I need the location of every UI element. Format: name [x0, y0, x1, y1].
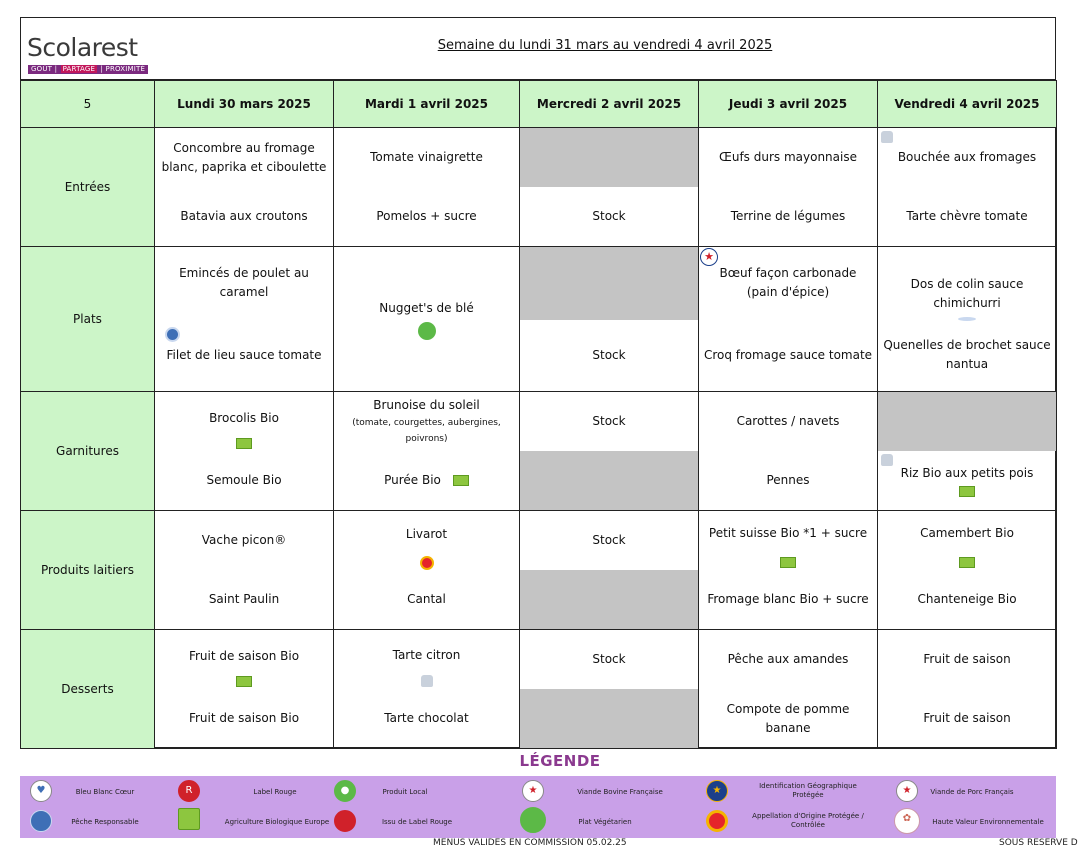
aop-icon [420, 556, 434, 570]
menu-item-wrap [699, 511, 877, 570]
logo-wordmark: Scolarest [27, 33, 138, 62]
cell-plats-monday [155, 247, 334, 392]
cell-entrees-wednesday [520, 128, 699, 247]
validation-note: MENUS VALIDES EN COMMISSION 05.02.25 [433, 838, 627, 848]
legend-label: Viande Bovine Française [577, 788, 663, 796]
peche-responsable-icon [30, 810, 52, 832]
hve-icon: ✿ [894, 808, 920, 834]
menu-item: Emincés de poulet au caramel [179, 266, 309, 299]
legend-label: Pêche Responsable [71, 818, 139, 826]
category-entrees: Entrées [21, 128, 155, 247]
menu-item: Terrine de légumes [730, 209, 846, 223]
menu-item: Semoule Bio [206, 473, 282, 487]
cell-entrees-friday [878, 128, 1057, 247]
agriculture-bio-icon [780, 557, 796, 568]
row-desserts [21, 630, 1057, 749]
menu-item: Pêche aux amandes [727, 652, 849, 666]
agriculture-bio-icon [959, 557, 975, 568]
peche-responsable-icon [958, 317, 976, 321]
menu-table [20, 80, 1057, 749]
menu-item: Compote de pomme banane [726, 701, 850, 735]
menu-item-wrap [878, 247, 1056, 319]
row-laitiers [21, 511, 1057, 630]
menu-item-wrap [334, 392, 519, 451]
menu-item: Pennes [766, 473, 810, 487]
empty-slot [878, 392, 1056, 451]
menu-item: Stock [592, 414, 626, 428]
menu-item-wrap [155, 630, 333, 689]
menu-item: Bœuf façon carbonade (pain d'épice) [719, 266, 857, 299]
day-header-monday: Lundi 30 mars 2025 [155, 81, 334, 128]
day-header-wednesday: Mercredi 2 avril 2025 [520, 81, 699, 128]
peche-responsable-icon [165, 327, 180, 342]
menu-item: Batavia aux croutons [180, 209, 308, 223]
agriculture-bio-icon [959, 486, 975, 497]
menu-item: Stock [592, 533, 626, 547]
legend-label: Haute Valeur Environnementale [932, 818, 1044, 826]
menu-item: Dos de colin sauce chimichurri [910, 277, 1024, 310]
local-product-pin-icon: ● [334, 780, 356, 802]
bleu-blanc-coeur-icon: ♥ [30, 780, 52, 802]
menu-item: Fruit de saison [923, 652, 1011, 666]
menu-item-wrap [334, 630, 519, 689]
cell-entrees-tuesday [334, 128, 520, 247]
tagline-partage: PARTAGE [62, 65, 96, 73]
menu-item: Tarte chocolat [384, 711, 469, 725]
empty-slot [520, 451, 698, 510]
menu-item: Tarte chèvre tomate [906, 209, 1028, 223]
menu-item: Fruit de saison Bio [188, 649, 300, 663]
menu-item: Riz Bio aux petits pois [900, 466, 1034, 480]
cell-entrees-monday [155, 128, 334, 247]
cell-entrees-thursday [699, 128, 878, 247]
cell-desserts-thursday [699, 630, 878, 749]
menu-item: Stock [592, 209, 626, 223]
menu-item: Fromage blanc Bio + sucre [707, 592, 869, 606]
menu-item: Tarte citron [392, 648, 461, 662]
menu-item-wrap [334, 247, 519, 391]
menu-item: Quenelles de brochet sauce nantua [883, 338, 1051, 371]
empty-slot [520, 128, 698, 187]
agriculture-bio-icon [178, 808, 200, 830]
chef-hat-icon [881, 454, 893, 466]
menu-item: Stock [592, 348, 626, 362]
viande-bovine-francaise-icon: ★ [700, 248, 718, 266]
menu-item: Carottes / navets [736, 414, 840, 428]
igp-icon: ★ [706, 780, 728, 802]
agriculture-bio-icon [453, 475, 469, 486]
legend-label: Label Rouge [253, 788, 297, 796]
menu-item-wrap [878, 511, 1056, 570]
menu-item: Bouchée aux fromages [897, 150, 1037, 164]
day-header-row [21, 81, 1057, 128]
row-entrees [21, 128, 1057, 247]
menu-item-wrap [878, 451, 1056, 510]
category-garnitures: Garnitures [21, 392, 155, 511]
menu-item: Stock [592, 652, 626, 666]
cell-desserts-monday [155, 630, 334, 749]
cell-garnitures-monday [155, 392, 334, 511]
menu-item: Pomelos + sucre [376, 209, 477, 223]
reserve-note: SOUS RESERVE D [999, 838, 1078, 848]
menu-item: Cantal [407, 592, 446, 606]
menu-item: Purée Bio [384, 473, 441, 487]
cell-laitiers-wednesday [520, 511, 699, 630]
legend-label: Bleu Blanc Cœur [75, 788, 135, 796]
cell-laitiers-monday [155, 511, 334, 630]
legend-label: Appellation d'Origine Protégée / Contrôlée [752, 812, 864, 829]
day-header-friday: Vendredi 4 avril 2025 [878, 81, 1057, 128]
empty-slot [520, 570, 698, 629]
cell-garnitures-wednesday [520, 392, 699, 511]
logo-tagline: GOÛT | PARTAGE | PROXIMITÉ [28, 65, 148, 74]
menu-item: Œufs durs mayonnaise [719, 150, 857, 164]
cell-desserts-tuesday [334, 630, 520, 749]
scolarest-logo [27, 35, 152, 75]
legend-label: Plat Végétarien [578, 818, 632, 826]
row-garnitures [21, 392, 1057, 511]
menu-item: Croq fromage sauce tomate [703, 347, 873, 362]
cell-garnitures-tuesday [334, 392, 520, 511]
day-header-thursday: Jeudi 3 avril 2025 [699, 81, 878, 128]
chef-hat-icon [881, 131, 893, 143]
aop-icon [706, 810, 728, 832]
cell-plats-thursday [699, 247, 878, 392]
tagline-gout: GOÛT [31, 65, 53, 73]
issu-label-rouge-icon [334, 810, 356, 832]
menu-item: Brocolis Bio [209, 411, 279, 425]
legend-label: Identification Géographique Protégée [759, 782, 857, 799]
agriculture-bio-icon [236, 676, 252, 687]
cell-laitiers-tuesday [334, 511, 520, 630]
cell-garnitures-thursday [699, 392, 878, 511]
agriculture-bio-icon [236, 438, 252, 449]
menu-item: Fruit de saison Bio [188, 711, 300, 725]
menu-item: Camembert Bio [920, 526, 1014, 540]
menu-item: Chanteneige Bio [917, 592, 1017, 606]
viande-bovine-icon: ★ [522, 780, 544, 802]
category-plats: Plats [21, 247, 155, 392]
empty-slot [520, 689, 698, 748]
cell-desserts-wednesday [520, 630, 699, 749]
legend-title: LÉGENDE [519, 752, 601, 770]
legend-label: Issu de Label Rouge [381, 818, 453, 826]
legend-label: Agriculture Biologique Europe [224, 818, 330, 826]
empty-slot [520, 247, 698, 320]
menu-item: Concombre au fromage blanc, paprika et ciboulette [161, 140, 327, 174]
legend-label: Produit Local [382, 788, 428, 796]
day-header-tuesday: Mardi 1 avril 2025 [334, 81, 520, 128]
menu-item-detail: (tomate, courgettes, aubergines, poivrons) [352, 418, 501, 444]
legend-label: Viande de Porc Français [930, 788, 1014, 796]
cell-plats-tuesday [334, 247, 520, 392]
category-laitiers: Produits laitiers [21, 511, 155, 630]
menu-item-wrap [334, 511, 519, 570]
menu-item: Vache picon® [201, 533, 287, 547]
cell-garnitures-friday [878, 392, 1057, 511]
cell-desserts-friday [878, 630, 1057, 749]
menu-item: Fruit de saison [923, 711, 1011, 725]
chef-hat-icon [421, 675, 433, 687]
cell-plats-wednesday [520, 247, 699, 392]
menu-item: Brunoise du soleil [373, 398, 480, 412]
category-desserts: Desserts [21, 630, 155, 749]
menu-item: Filet de lieu sauce tomate [166, 348, 322, 362]
menu-item-wrap [155, 319, 333, 391]
label-rouge-icon: R [178, 780, 200, 802]
menu-item: Livarot [405, 527, 448, 541]
menu-item: Nugget's de blé [379, 300, 474, 315]
menu-item: Petit suisse Bio *1 + sucre [708, 526, 868, 540]
cell-plats-friday [878, 247, 1057, 392]
menu-item: Tomate vinaigrette [370, 150, 483, 164]
menu-item-wrap [334, 451, 519, 510]
tagline-proximite: PROXIMITÉ [105, 65, 146, 73]
week-number: 5 [21, 81, 155, 128]
legend-panel [20, 776, 1056, 838]
cell-laitiers-friday [878, 511, 1057, 630]
vegetarian-icon [520, 807, 546, 833]
cell-laitiers-thursday [699, 511, 878, 630]
week-title: Semaine du lundi 31 mars au vendredi 4 avril 2025 [437, 38, 773, 53]
porc-francais-icon: ★ [896, 780, 918, 802]
menu-item: Saint Paulin [208, 592, 280, 606]
menu-item-wrap [155, 392, 333, 451]
vegetarian-icon [418, 322, 436, 340]
row-plats [21, 247, 1057, 392]
